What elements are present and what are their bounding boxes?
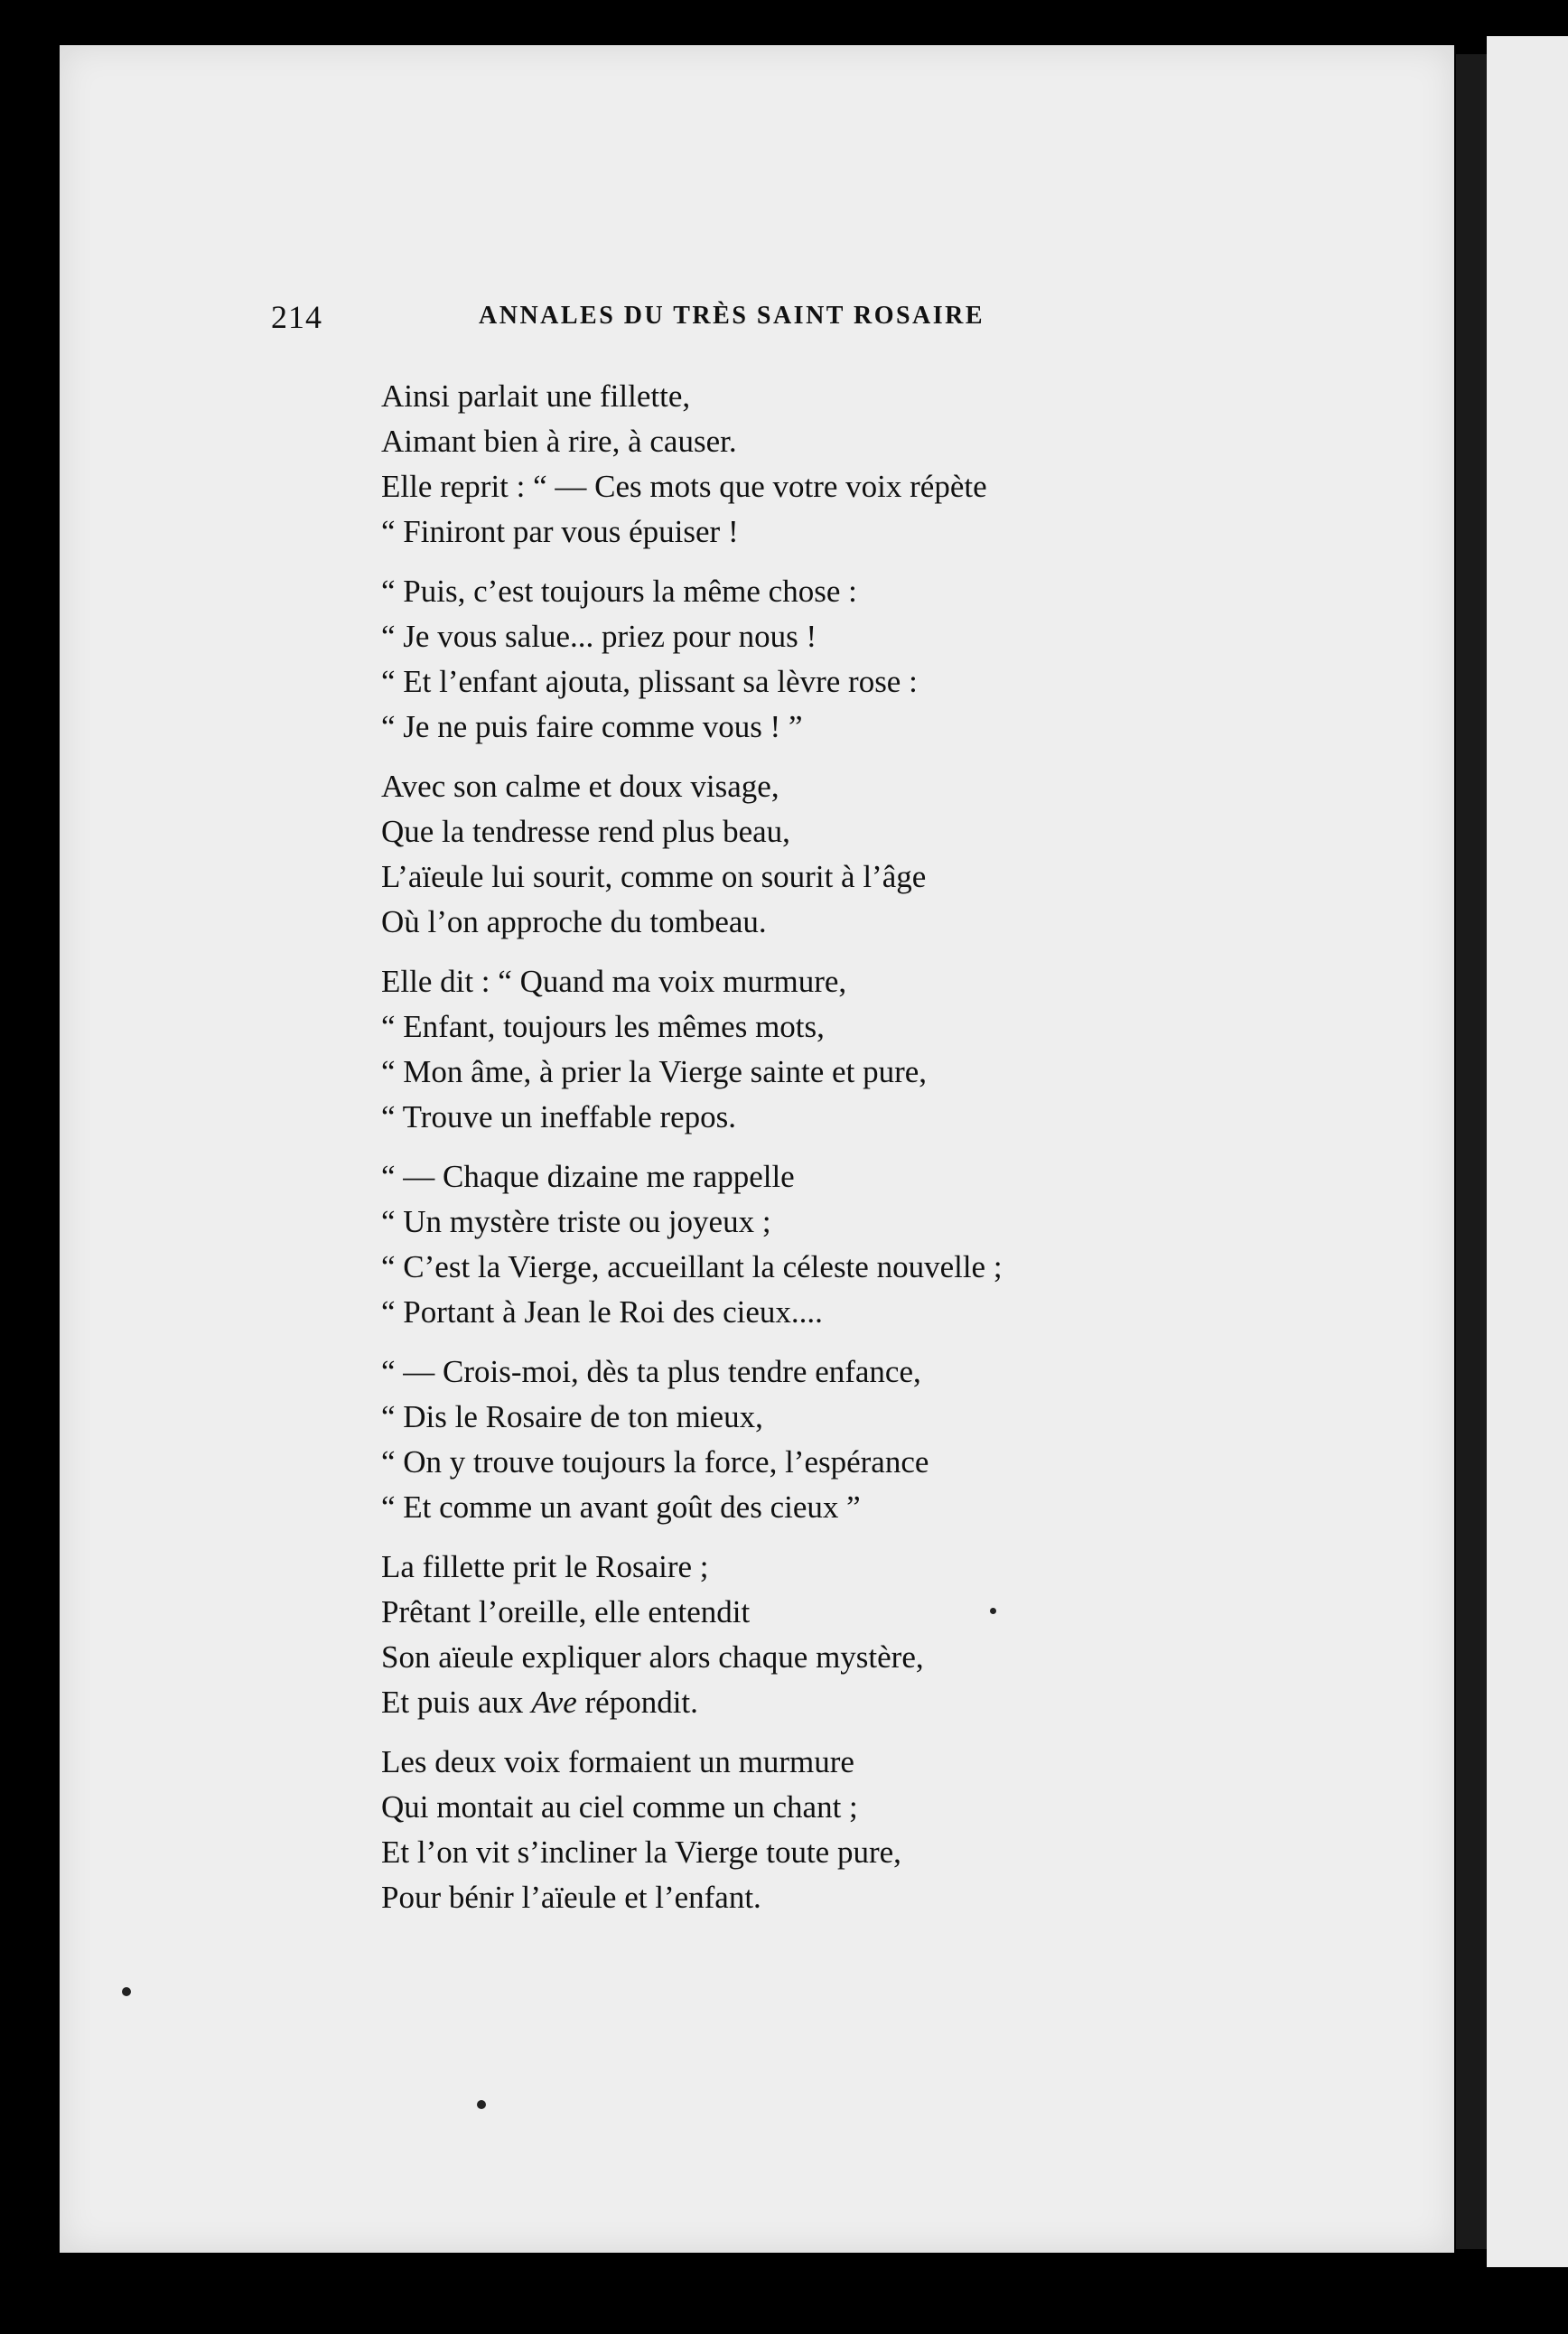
verse-line: La fillette prit le Rosaire ; — [381, 1549, 709, 1584]
verse-line: Pour bénir l’aïeule et l’enfant. — [381, 1880, 761, 1915]
verse-line: Ainsi parlait une fillette, — [381, 378, 691, 414]
verse-line: “ Finiront par vous épuiser ! — [381, 514, 739, 549]
book-gutter — [1456, 54, 1487, 2249]
verse-line: Son aïeule expliquer alors chaque mystère, — [381, 1639, 924, 1675]
verse-italic-word: Ave — [531, 1685, 577, 1720]
verse-line: “ Je vous salue... priez pour nous ! — [381, 619, 817, 654]
verse-line: Les deux voix formaient un murmure — [381, 1744, 854, 1779]
verse-line: Avec son calme et doux visage, — [381, 769, 779, 804]
poem — [381, 374, 1194, 1935]
verse-line — [381, 1680, 1194, 1725]
verse-line: “ Et l’enfant ajouta, plissant sa lèvre rose : — [381, 664, 918, 699]
page-header — [271, 298, 1048, 343]
verse-line: “ On y trouve toujours la force, l’espérance — [381, 1444, 929, 1480]
verse-line: L’aïeule lui sourit, comme on sourit à l’âge — [381, 859, 927, 894]
verse-line: Et l’on vit s’incliner la Vierge toute pure, — [381, 1835, 901, 1870]
verse-line: Prêtant l’oreille, elle entendit — [381, 1594, 751, 1629]
verse-segment: Et puis aux — [381, 1685, 532, 1720]
stanza-3 — [381, 764, 1194, 945]
page-number: 214 — [271, 299, 322, 335]
verse-line: “ Portant à Jean le Roi des cieux.... — [381, 1294, 823, 1330]
verse-line: Aimant bien à rire, à causer. — [381, 424, 737, 459]
verse-line: “ Je ne puis faire comme vous ! ” — [381, 709, 803, 744]
stanza-8 — [381, 1740, 1194, 1920]
verse-segment: répondit. — [576, 1685, 698, 1720]
verse-line: “ Et comme un avant goût des cieux ” — [381, 1489, 861, 1525]
verse-line: Où l’on approche du tombeau. — [381, 904, 767, 939]
verse-line: Qui montait au ciel comme un chant ; — [381, 1789, 858, 1825]
verse-line: “ Dis le Rosaire de ton mieux, — [381, 1399, 763, 1434]
stanza-6 — [381, 1349, 1194, 1530]
verse-line: Elle reprit : “ — Ces mots que votre voix répète — [381, 469, 987, 504]
verse-line: “ Trouve un ineffable repos. — [381, 1099, 737, 1134]
verse-line: “ Enfant, toujours les mêmes mots, — [381, 1009, 825, 1044]
stanza-2 — [381, 569, 1194, 750]
facing-page-edge — [1487, 36, 1568, 2267]
print-speck — [990, 1608, 996, 1614]
verse-line: “ — Crois-moi, dès ta plus tendre enfance, — [381, 1354, 921, 1389]
running-head: ANNALES DU TRÈS SAINT ROSAIRE — [479, 302, 985, 330]
stanza-4 — [381, 959, 1194, 1140]
print-speck — [477, 2100, 486, 2109]
stanza-5 — [381, 1154, 1194, 1335]
verse-line: Elle dit : “ Quand ma voix murmure, — [381, 964, 847, 999]
verse-line: Que la tendresse rend plus beau, — [381, 814, 790, 849]
verse-line: “ C’est la Vierge, accueillant la céleste nouvelle ; — [381, 1249, 1003, 1284]
print-speck — [122, 1987, 131, 1996]
verse-line: “ Un mystère triste ou joyeux ; — [381, 1204, 771, 1239]
stanza-7 — [381, 1545, 1194, 1725]
stanza-1 — [381, 374, 1194, 555]
verse-line: “ Puis, c’est toujours la même chose : — [381, 574, 857, 609]
verse-line: “ — Chaque dizaine me rappelle — [381, 1159, 795, 1194]
verse-line: “ Mon âme, à prier la Vierge sainte et pure, — [381, 1054, 928, 1089]
